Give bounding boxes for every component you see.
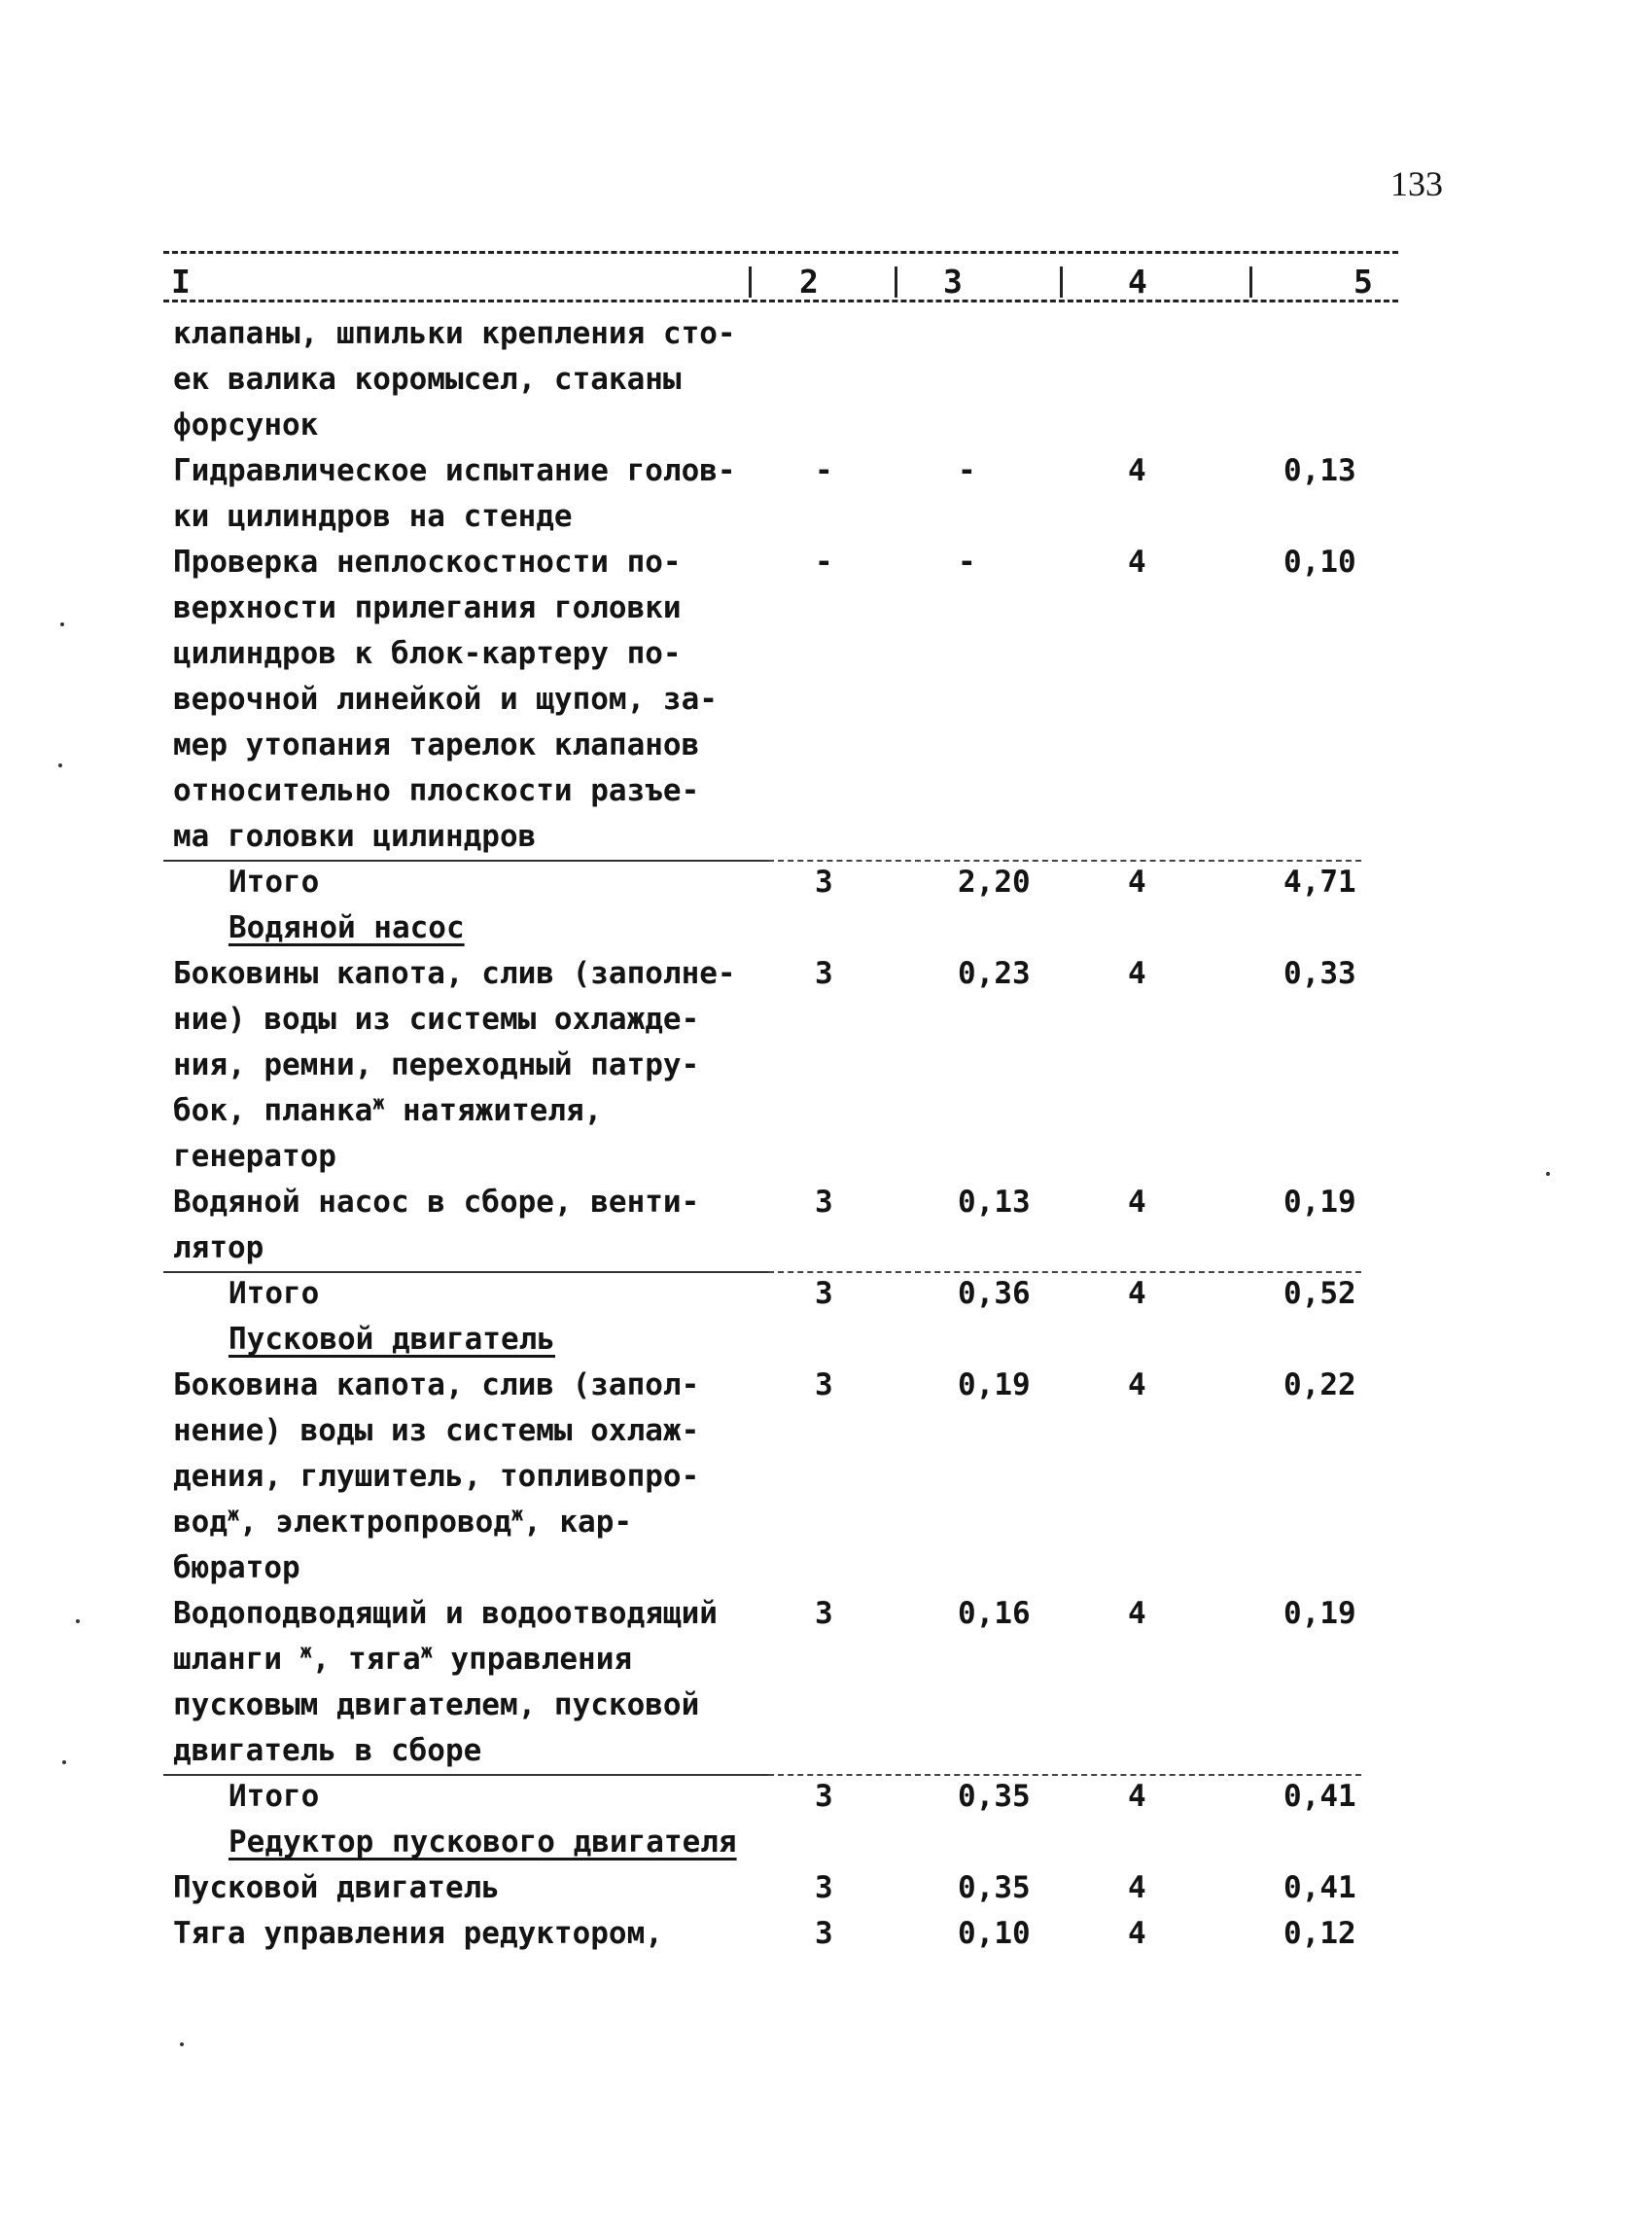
row-description-text: натяжителя, генератор [173,1093,603,1174]
header-col-2: 2 [799,263,819,301]
section-heading-row [0,1317,1652,1363]
page-number: 133 [1390,164,1443,203]
section-heading-row [0,1820,1652,1865]
cell-col-3: - [958,545,976,580]
cell-col-5: 0,19 [1283,1596,1356,1631]
cell-col-5: 0,13 [1283,453,1356,488]
cell-col-4: 4 [1128,1276,1146,1311]
row-description: Водоподводящий и водоотводящий шланги $^ж$, тяга$^ж$ управления пусковым двигателем, пусковой двигатель в сборе [173,1596,718,1768]
table-row [0,951,1652,1180]
table-row [0,1180,1652,1271]
cell-col-2: 3 [815,1779,833,1814]
cell-col-4: 4 [1128,1367,1146,1402]
row-description: Гидравлическое испытание голов- ки цилиндров на стенде [173,453,736,534]
cell-col-2: 3 [815,1367,833,1402]
cell-col-2: 3 [815,865,833,900]
cell-col-4: 4 [1128,545,1146,580]
cell-col-3: - [958,453,976,488]
section-heading [228,905,831,951]
scan-speck [58,763,62,767]
subtotal-rule-dashed [768,1774,1361,1776]
cell-col-4: 4 [1128,453,1146,488]
section-heading-text: Водяной насос [228,910,465,945]
cell-col-5: 0,33 [1283,956,1356,991]
table-row [0,1591,1652,1774]
cell-col-4: 4 [1128,865,1146,900]
cell-col-3: 0,36 [958,1276,1031,1311]
cell-col-4: 4 [1128,1779,1146,1814]
section-heading [228,1820,831,1865]
cell-col-4: 4 [1128,1596,1146,1631]
row-description [173,951,776,1180]
cell-col-3: 0,35 [958,1779,1031,1814]
row-description-text: электропровод [275,1505,512,1540]
cell-col-5: 0,12 [1283,1916,1356,1951]
cell-col-4: 4 [1128,956,1146,991]
table-row [0,540,1652,860]
scan-speck [76,1619,80,1623]
row-description: Водяной насос в сборе, венти- лятор [173,1185,700,1265]
scan-speck [1546,1172,1550,1176]
row-description: клапаны, шпильки крепления сто- ек валика коромысел, стаканы форсунок [173,316,736,443]
header-col-4: 4 [1128,263,1147,301]
cell-col-2: - [815,453,833,488]
subtotal-label: Итого [228,1779,320,1814]
cell-col-3: 0,23 [958,956,1031,991]
cell-col-3: 0,10 [958,1916,1031,1951]
row-description-text: Водоподводящий и водоотводящий шланги [173,1596,718,1677]
subtotal-rule-dashed [768,1271,1361,1273]
scan-speck [62,1760,66,1764]
row-description-text: тяга [348,1642,421,1677]
scan-speck [180,2042,184,2046]
cell-col-3: 0,16 [958,1596,1031,1631]
footnote-mark: ж [228,1502,240,1526]
header-separator [749,266,752,298]
row-description-text: Боковины капота, слив (заполне- ние) воды из системы охлажде- ния, ремни, переходный патру- бок, планка [173,956,736,1128]
header-separator [1249,266,1252,298]
cell-col-5: 0,22 [1283,1367,1356,1402]
section-heading-text: Редуктор пускового двигателя [228,1825,737,1860]
header-col-5: 5 [1353,263,1373,301]
subtotal-row [0,1774,1652,1820]
cell-col-2: 3 [815,1870,833,1905]
cell-col-2: - [815,545,833,580]
row-description-text: кар- бюратор [173,1505,633,1585]
footnote-mark: ж [420,1639,433,1663]
cell-col-5: 4,71 [1283,865,1356,900]
subtotal-label: Итого [228,1276,320,1311]
footnote-mark: ж [299,1639,312,1663]
cell-col-5: 0,10 [1283,545,1356,580]
cell-col-4: 4 [1128,1916,1146,1951]
cell-col-3: 0,19 [958,1367,1031,1402]
header-separator [1060,266,1063,298]
row-description: Тяга управления редуктором, [173,1916,663,1951]
subtotal-row [0,1271,1652,1317]
cell-col-4: 4 [1128,1870,1146,1905]
cell-col-5: 0,52 [1283,1276,1356,1311]
header-bottom-rule [163,300,1398,302]
cell-col-3: 2,20 [958,865,1031,900]
cell-col-2: 3 [815,1916,833,1951]
subtotal-label: Итого [228,865,320,900]
table-body [0,311,1652,1957]
section-heading-row [0,905,1652,951]
table-row [0,1865,1652,1911]
row-description: Пусковой двигатель [173,1870,500,1905]
cell-col-4: 4 [1128,1185,1146,1220]
section-heading-text: Пусковой двигатель [228,1322,555,1357]
cell-col-5: 0,19 [1283,1185,1356,1220]
scan-speck [60,622,64,626]
cell-col-5: 0,41 [1283,1779,1356,1814]
row-description-text: управления пусковым двигателем, пусковой двигатель в сборе [173,1642,700,1768]
header-col-1: I [171,263,191,301]
cell-col-3: 0,35 [958,1870,1031,1905]
row-description: Проверка неплоскостности по- верхности прилегания головки цилиндров к блок-картеру по- верочной линейкой и щупом, за- мер утопания тарелок клапанов относительно плоскости разъе- ма головки цилиндров [173,545,718,854]
cell-col-2: 3 [815,1185,833,1220]
table-row [0,311,1652,448]
cell-col-3: 0,13 [958,1185,1031,1220]
section-heading [228,1317,831,1363]
header-top-rule [163,251,1398,254]
header-separator [895,266,897,298]
subtotal-row [0,860,1652,905]
table-row [0,448,1652,540]
cell-col-2: 3 [815,1596,833,1631]
table-header [0,263,1652,301]
table-row [0,1363,1652,1591]
table-row [0,1911,1652,1957]
cell-col-2: 3 [815,1276,833,1311]
footnote-mark: ж [511,1502,524,1526]
footnote-mark: ж [372,1090,385,1115]
subtotal-rule-dashed [768,860,1361,862]
row-description-text: Боковина капота, слив (запол- нение) воды из системы охлаж- дения, глушитель, топливопро- вод [173,1367,700,1540]
header-col-3: 3 [943,263,963,301]
row-description: Боковина капота, слив (запол- нение) воды из системы охлаж- дения, глушитель, топливопро- вод$^ж$, электропровод$^ж$, кар- бюратор [173,1367,700,1585]
cell-col-5: 0,41 [1283,1870,1356,1905]
cell-col-2: 3 [815,956,833,991]
